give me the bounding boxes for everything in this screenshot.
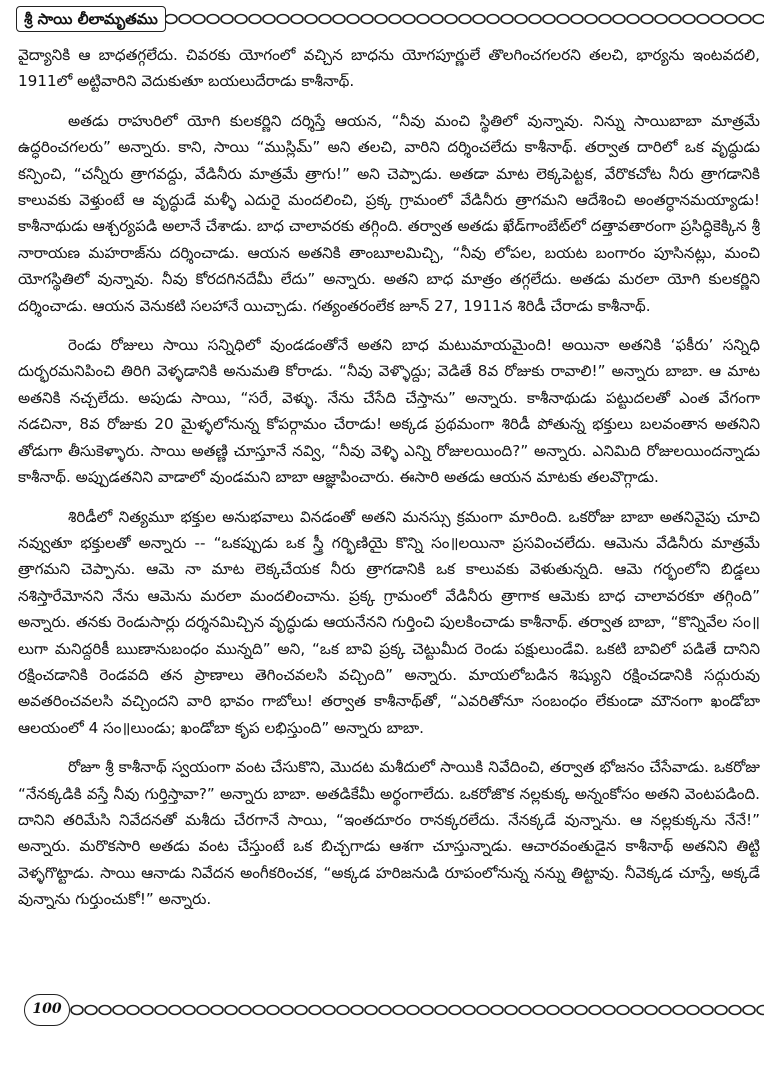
paragraph: రోజూ శ్రీ కాశీనాథ్ స్వయంగా వంట చేసుకొని, మొదట మశీదులో సాయికి నివేదించి, తర్వాత భోజనం చేసేవాడు. ఒకరోజు “నేనక్కడికి వస్తే నీవు గుర్తిస్తావా?” అన్నారు బాబా. అతడికేమీ అర్థంగాలేదు. ఒకరోజొక నల్లకుక్క అన్నంకోసం అతని వెంటపడింది. దానిని తరిమేసి నివేదనతో మశీదు చేరగానే సాయి, “ఇంతదూరం రానక్కరలేదు. నేనక్కడే వున్నాను. ఆ నల్లకుక్కను నేనే!” అన్నారు. మరొకసారి అతడు వంట చేస్తుంటే ఒక బిచ్చగాడు ఆశగా చూస్తున్నాడు. ఆచారవంతుడైన కాశీనాథ్ అతనిని తిట్టి వెళ్ళగొట్టాడు. సాయి ఆనాడు నివేదన అంగీకరించక, “అక్కడ హరిజనుడి రూపంలోనున్న నన్ను తిట్టావు. నీవెక్కడ చూస్తే, అక్కడే వున్నాను గుర్తుంచుకో!” అన్నారు.	[18, 758, 760, 909]
decorative-border-bottom	[70, 1003, 764, 1017]
page-footer	[12, 990, 764, 1030]
paragraph: అతడు రాహురిలో యోగి కులకర్ణిని దర్శిస్తే ఆయన, “నీవు మంచి స్థితిలో వున్నావు. నిన్ను సాయిబాబా మాత్రమే ఉద్ధరించగలరు” అన్నారు. కాని, సాయి “ముస్లిమ్” అని తలచి, వారిని దర్శించలేదు కాశీనాథ్. తర్వాత దారిలో ఒక వృద్ధుడు కన్పించి, “చన్నీరు త్రాగవద్దు, వేడినీరు మాత్రమే త్రాగు!” అని చెప్పాడు. అతడా మాట లెక్కపెట్టక, వేరొకచోట నీరు త్రాగడానికి కాలువకు వెళ్తుంటే ఆ వృద్ధుడే మళ్ళీ ఎదురై మందలించి, ప్రక్క గ్రామంలో వేడినీరు త్రాగమని ఆదేశించి అంతర్ధానమయ్యాడు! కాశీనాథుడు ఆశ్చర్యపడి అలానే చేశాడు. బాధ చాలావరకు తగ్గింది. తర్వాత అతడు ఖేడ్‌గాంబేట్‌లో దత్తావతారంగా ప్రసిద్ధికెక్కిన శ్రీ నారాయణ మహరాజ్‌ను దర్శించాడు. ఆయన అతనికి తాంబూలమిచ్చి, “నీవు లోపల, బయట బంగారం పూసినట్లు, మంచి యోగస్థితిలో వున్నావు. నీవు కోరదగినదేమీ లేదు” అన్నారు. అతని బాధ మాత్రం తగ్గలేదు. అతడు మరలా యోగి కులకర్ణిని దర్శించాడు. ఆయన వెనుకటి సలహానే యిచ్చాడు. గత్యంతరంలేక జూన్ 27, 1911న శిరిడీ చేరాడు కాశీనాథ్.	[18, 111, 760, 315]
page-body	[18, 42, 760, 992]
paragraph: వైద్యానికి ఆ బాధతగ్గలేదు. చివరకు యోగంలో వచ్చిన బాధను యోగపూర్ణులే తొలగించగలరని తలచి, భార్యను ఇంటవదలి, 1911లో అట్టివారిని వెదుకుతూ బయలుదేరాడు కాశీనాథ్.	[18, 46, 760, 91]
paragraph: శిరిడీలో నిత్యమూ భక్తుల అనుభవాలు వినడంతో అతని మనస్సు క్రమంగా మారింది. ఒకరోజు బాబా అతనివైపు చూచి నవ్వుతూ భక్తులతో అన్నారు -- “ఒకప్పుడు ఒక స్త్రీ గర్భిణియై కొన్ని సం॥లయినా ప్రసవించలేదు. ఆమెను వేడినీరు మాత్రమే త్రాగమని చెప్పాను. ఆమె నా మాట లెక్కచేయక నీరు త్రాగడానికి ఒక కాలువకు వెళుతున్నది. ఆమె గర్భంలోని బిడ్డలు నశిస్తారేమోనని నేను ఆమెను మరలా మందలించాను. ప్రక్క గ్రామంలో వేడినీరు త్రాగాక ఆమెకు బాధ చాలావరకూ తగ్గింది” అన్నారు. తనకు రెండుసార్లు దర్శనమిచ్చిన వృద్ధుడు ఆయనేనని గుర్తించి పులకించాడు కాశీనాథ్. తర్వాత బాబా, “కొన్నివేల సం॥లుగా మనిద్దరికీ ఋణానుబంధం మున్నది” అని, “ఒక బావి ప్రక్క చెట్టుమీద రెండు పక్షులుండేవి. ఒకటి బావిలో పడితే దానిని రక్షించడానికి రెండవది తన ప్రాణాలు తెగించవలసి వచ్చింది” అన్నారు. మాయలోబడిన శిష్యుని రక్షించడానికి సద్గురువు అవతరించవలసి వచ్చిందని వారి భావం గాబోలు! తర్వాత కాశీనాథ్‌తో, “ఎవరితోనూ సంబంధం లేకుండా మౌనంగా ఖండోబా ఆలయంలో 4 సం॥లుండు; ఖండోబా కృప లభిస్తుంది” అన్నారు బాబా.	[18, 507, 760, 737]
book-title: శ్రీ సాయి లీలామృతము	[16, 6, 166, 32]
decorative-border-top	[164, 12, 764, 26]
paragraph: రెండు రోజులు సాయి సన్నిధిలో వుండడంతోనే అతని బాధ మటుమాయమైంది! అయినా అతనికి ‘ఫకీరు’ సన్నిధి దుర్భరమనిపించి తిరిగి వెళ్ళడానికి అనుమతి కోరాడు. “నీవు వెళ్ళొద్దు; వెడితే 8వ రోజుకు రావాలి!” అన్నారు బాబా. ఆ మాట అతనికి నచ్చలేదు. అపుడు సాయి, “సరే, వెళ్ళు. నేను చేసేది చేస్తాను” అన్నారు. కాశీనాథుడు పట్టుదలతో ఎంత వేగంగా నడచినా, 8వ రోజుకు 20 మైళ్ళలోనున్న కోపర్గామం చేరాడు! అక్కడ ప్రథమంగా శిరిడీ పోతున్న భక్తులు బలవంతాన అతనిని తోడుగా తీసుకెళ్ళారు. సాయి అతణ్ణి చూస్తూనే నవ్వి, “నీవు వెళ్ళి ఎన్ని రోజులయింది?” అన్నారు. ఎనిమిది రోజులయిందన్నాడు కాశీనాథ్. అప్పుడతనిని వాడాలో వుండమని బాబా ఆజ్ఞాపించారు. ఈసారి అతడు ఆయన మాటకు తలవొగ్గాడు.	[18, 336, 760, 487]
page-number: 100	[24, 994, 70, 1026]
page-header	[12, 6, 764, 34]
